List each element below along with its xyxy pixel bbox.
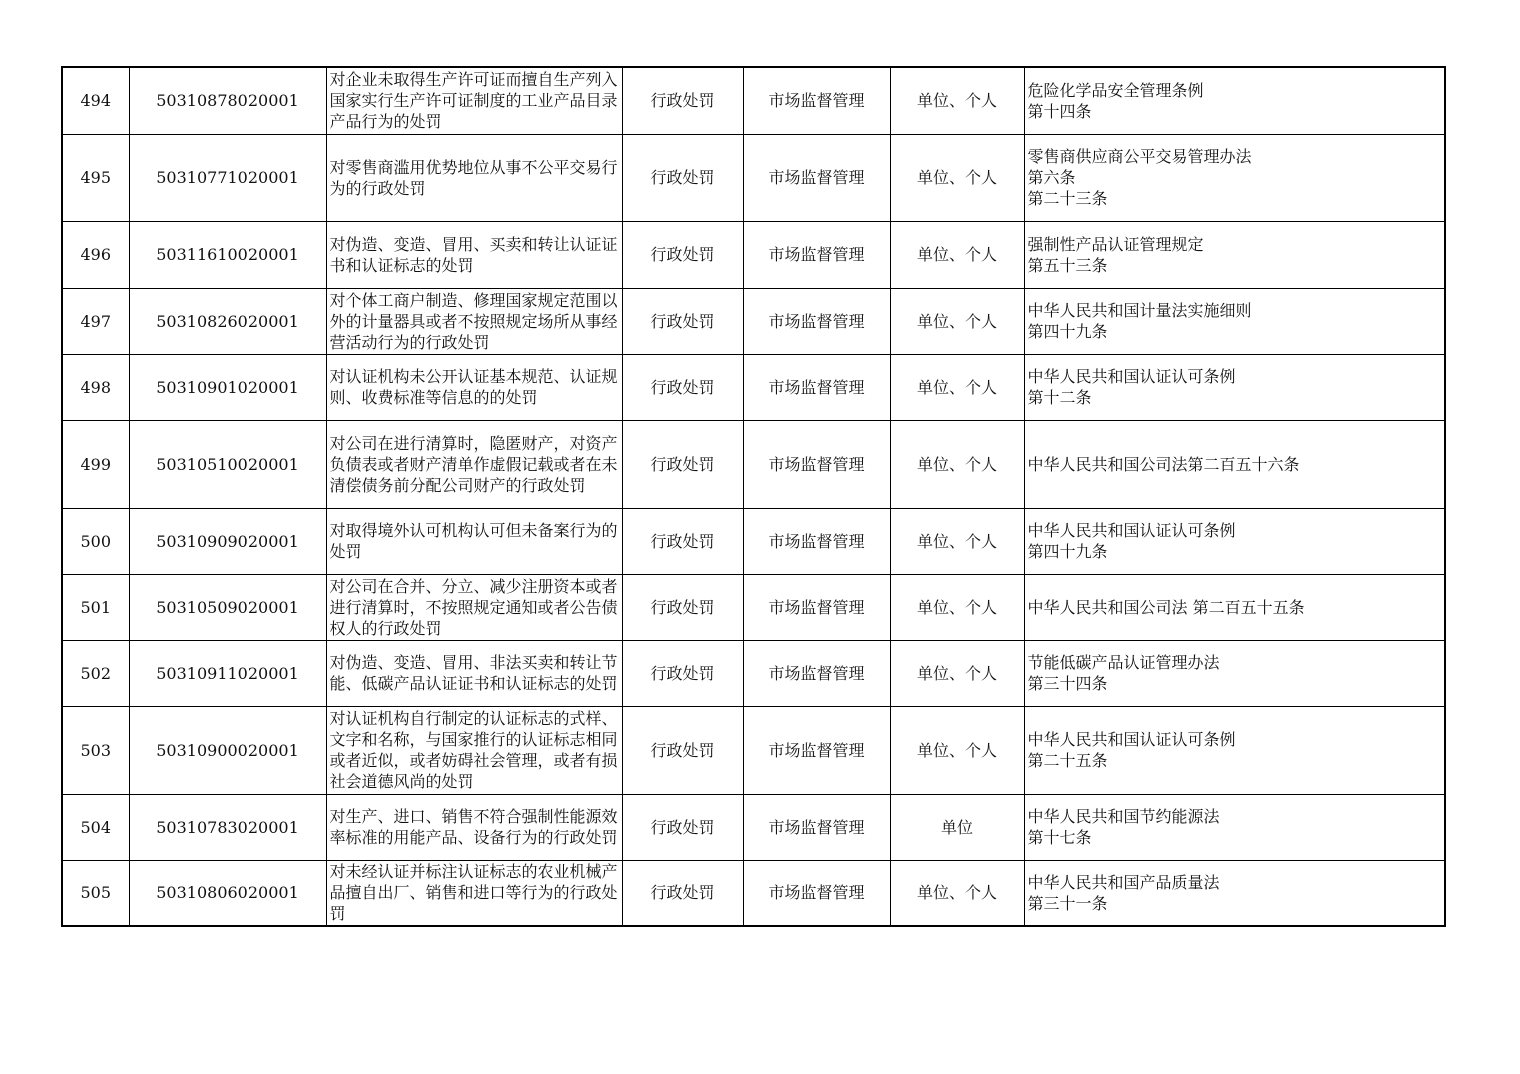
item-type: 行政处罚 (622, 288, 743, 354)
item-description: 对生产、进口、销售不符合强制性能源效率标准的用能产品、设备行为的行政处罚 (326, 794, 622, 860)
item-description: 对企业未取得生产许可证而擅自生产列入国家实行生产许可证制度的工业产品目录产品行为的处罚 (326, 67, 622, 134)
row-number: 499 (62, 420, 129, 508)
item-description: 对伪造、变造、冒用、买卖和转让认证证书和认证标志的处罚 (326, 221, 622, 288)
row-number: 503 (62, 706, 129, 794)
item-code: 50310806020001 (129, 860, 326, 926)
item-target: 单位 (890, 794, 1024, 860)
row-number: 494 (62, 67, 129, 134)
item-code: 50310901020001 (129, 354, 326, 420)
item-type: 行政处罚 (622, 354, 743, 420)
item-legal-basis: 中华人民共和国产品质量法 第三十一条 (1024, 860, 1445, 926)
item-legal-basis: 中华人民共和国公司法 第二百五十五条 (1024, 574, 1445, 640)
item-description: 对认证机构自行制定的认证标志的式样、文字和名称，与国家推行的认证标志相同或者近似，或者妨碍社会管理，或者有损社会道德风尚的处罚 (326, 706, 622, 794)
item-code: 50310771020001 (129, 134, 326, 221)
item-code: 50310878020001 (129, 67, 326, 134)
item-type: 行政处罚 (622, 574, 743, 640)
item-target: 单位、个人 (890, 221, 1024, 288)
item-code: 50310909020001 (129, 508, 326, 574)
item-description: 对零售商滥用优势地位从事不公平交易行为的行政处罚 (326, 134, 622, 221)
row-number: 501 (62, 574, 129, 640)
item-code: 50310783020001 (129, 794, 326, 860)
item-target: 单位、个人 (890, 706, 1024, 794)
item-description: 对取得境外认可机构认可但未备案行为的处罚 (326, 508, 622, 574)
table-row (62, 574, 1445, 640)
row-number: 495 (62, 134, 129, 221)
item-type: 行政处罚 (622, 508, 743, 574)
item-type: 行政处罚 (622, 67, 743, 134)
item-legal-basis: 节能低碳产品认证管理办法 第三十四条 (1024, 640, 1445, 706)
item-department: 市场监督管理 (743, 640, 890, 706)
item-department: 市场监督管理 (743, 288, 890, 354)
item-legal-basis: 危险化学品安全管理条例 第十四条 (1024, 67, 1445, 134)
item-code: 50310826020001 (129, 288, 326, 354)
item-type: 行政处罚 (622, 706, 743, 794)
item-target: 单位、个人 (890, 420, 1024, 508)
row-number: 496 (62, 221, 129, 288)
table-row (62, 794, 1445, 860)
item-code: 50310509020001 (129, 574, 326, 640)
item-legal-basis: 强制性产品认证管理规定 第五十三条 (1024, 221, 1445, 288)
item-type: 行政处罚 (622, 420, 743, 508)
table-row (62, 221, 1445, 288)
item-target: 单位、个人 (890, 574, 1024, 640)
item-type: 行政处罚 (622, 640, 743, 706)
table-row (62, 706, 1445, 794)
table-row (62, 640, 1445, 706)
item-department: 市场监督管理 (743, 574, 890, 640)
item-target: 单位、个人 (890, 640, 1024, 706)
item-department: 市场监督管理 (743, 860, 890, 926)
item-legal-basis: 中华人民共和国公司法第二百五十六条 (1024, 420, 1445, 508)
item-code: 50310510020001 (129, 420, 326, 508)
item-type: 行政处罚 (622, 134, 743, 221)
item-department: 市场监督管理 (743, 134, 890, 221)
item-type: 行政处罚 (622, 794, 743, 860)
penalty-items-table (61, 66, 1446, 927)
item-description: 对认证机构未公开认证基本规范、认证规则、收费标准等信息的的处罚 (326, 354, 622, 420)
item-department: 市场监督管理 (743, 794, 890, 860)
item-type: 行政处罚 (622, 860, 743, 926)
item-target: 单位、个人 (890, 67, 1024, 134)
item-legal-basis: 中华人民共和国节约能源法 第十七条 (1024, 794, 1445, 860)
row-number: 504 (62, 794, 129, 860)
row-number: 500 (62, 508, 129, 574)
item-department: 市场监督管理 (743, 508, 890, 574)
row-number: 498 (62, 354, 129, 420)
item-legal-basis: 零售商供应商公平交易管理办法 第六条 第二十三条 (1024, 134, 1445, 221)
item-department: 市场监督管理 (743, 354, 890, 420)
item-target: 单位、个人 (890, 860, 1024, 926)
item-type: 行政处罚 (622, 221, 743, 288)
item-description: 对公司在合并、分立、减少注册资本或者进行清算时，不按照规定通知或者公告债权人的行政处罚 (326, 574, 622, 640)
table-row (62, 860, 1445, 926)
item-department: 市场监督管理 (743, 221, 890, 288)
table-body (62, 67, 1445, 926)
item-target: 单位、个人 (890, 134, 1024, 221)
item-description: 对公司在进行清算时，隐匿财产，对资产负债表或者财产清单作虚假记载或者在未清偿债务前分配公司财产的行政处罚 (326, 420, 622, 508)
table-row (62, 67, 1445, 134)
table-row (62, 288, 1445, 354)
item-department: 市场监督管理 (743, 420, 890, 508)
item-legal-basis: 中华人民共和国计量法实施细则 第四十九条 (1024, 288, 1445, 354)
item-code: 50311610020001 (129, 221, 326, 288)
item-department: 市场监督管理 (743, 67, 890, 134)
item-target: 单位、个人 (890, 354, 1024, 420)
row-number: 502 (62, 640, 129, 706)
item-target: 单位、个人 (890, 288, 1024, 354)
item-description: 对个体工商户制造、修理国家规定范围以外的计量器具或者不按照规定场所从事经营活动行为的行政处罚 (326, 288, 622, 354)
item-description: 对伪造、变造、冒用、非法买卖和转让节能、低碳产品认证证书和认证标志的处罚 (326, 640, 622, 706)
item-code: 50310911020001 (129, 640, 326, 706)
item-target: 单位、个人 (890, 508, 1024, 574)
table-row (62, 354, 1445, 420)
item-legal-basis: 中华人民共和国认证认可条例 第二十五条 (1024, 706, 1445, 794)
item-code: 50310900020001 (129, 706, 326, 794)
table-row (62, 134, 1445, 221)
table-row (62, 420, 1445, 508)
item-legal-basis: 中华人民共和国认证认可条例 第四十九条 (1024, 508, 1445, 574)
item-description: 对未经认证并标注认证标志的农业机械产品擅自出厂、销售和进口等行为的行政处罚 (326, 860, 622, 926)
item-department: 市场监督管理 (743, 706, 890, 794)
table-row (62, 508, 1445, 574)
row-number: 497 (62, 288, 129, 354)
row-number: 505 (62, 860, 129, 926)
item-legal-basis: 中华人民共和国认证认可条例 第十二条 (1024, 354, 1445, 420)
